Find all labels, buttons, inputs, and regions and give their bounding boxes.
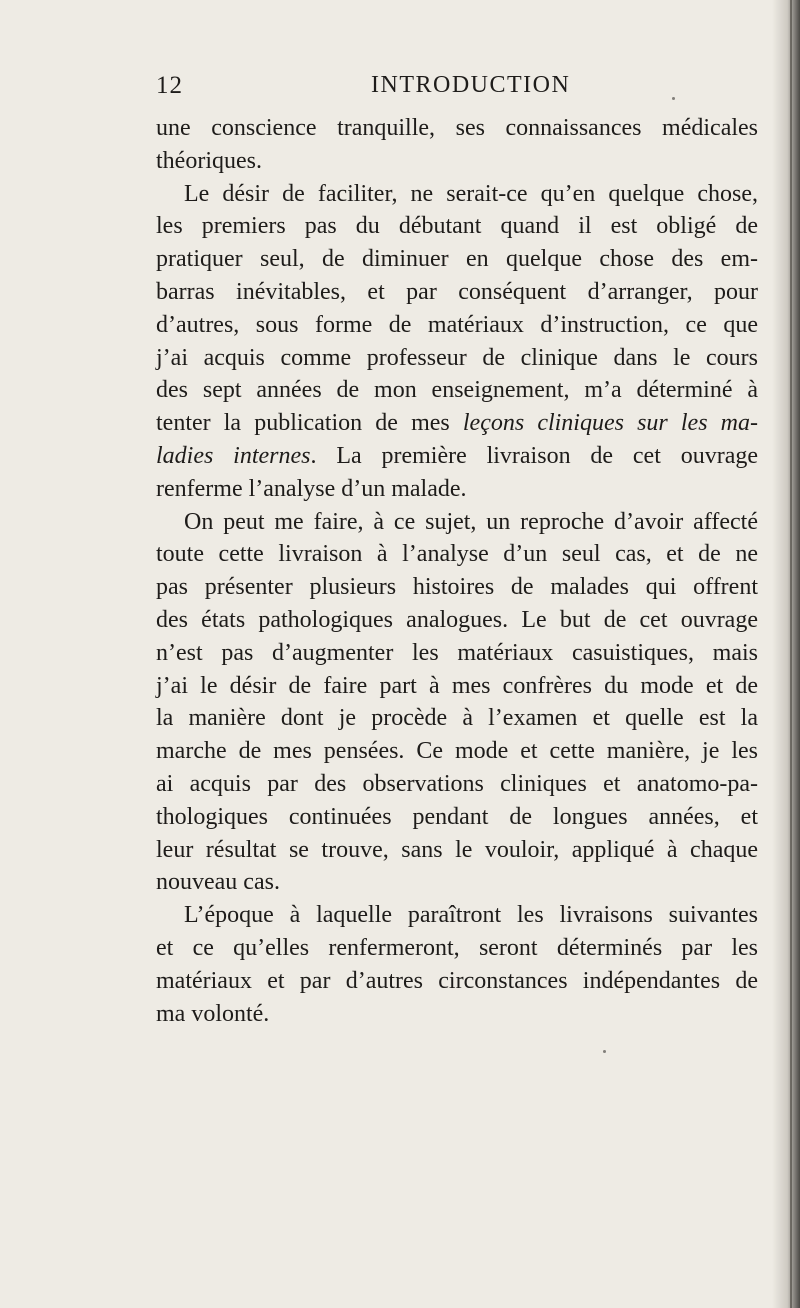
paragraph — [156, 506, 758, 900]
text-line: thologiques continuées pendant de longues années, et — [156, 803, 758, 830]
text-line: renferme l’analyse d’un malade. — [156, 475, 467, 502]
text-line: une conscience tranquille, ses connaissances médicales — [156, 115, 758, 141]
text-line: n’est pas d’augmenter les matériaux casuistiques, mais — [156, 639, 758, 666]
running-title: INTRODUCTION — [371, 72, 571, 98]
text-line: barras inévitables, et par conséquent d’arranger, pour — [156, 278, 758, 305]
page-gutter-shadow — [772, 0, 800, 1308]
paragraph — [156, 178, 758, 506]
page-header — [156, 72, 756, 108]
text-line: pratiquer seul, de diminuer en quelque chose des em- — [156, 246, 758, 273]
text-line: des sept années de mon enseignement, m’a déterminé à — [156, 377, 758, 404]
text-run: tenter la publication de mes — [156, 410, 463, 437]
text-line: j’ai le désir de faire part à mes confrères du mode et de — [156, 672, 758, 699]
book-title-italic: ladies internes — [156, 442, 311, 469]
text-line: leur résultat se trouve, sans le vouloir, appliqué à chaque — [156, 836, 758, 863]
paragraph — [156, 899, 758, 1030]
text-line: Le désir de faciliter, ne serait-ce qu’en quelque chose, — [184, 180, 758, 207]
text-line: toute cette livraison à l’analyse d’un seul cas, et de ne — [156, 541, 758, 568]
paper-speck — [603, 1050, 606, 1053]
paper-speck — [672, 97, 675, 100]
page-edge — [790, 0, 792, 1308]
text-line: nouveau cas. — [156, 869, 280, 896]
text-line: matériaux et par d’autres circonstances indépendantes de — [156, 967, 758, 994]
text-run: . La première livraison de cet ouvrage — [310, 442, 758, 469]
text-line: théoriques. — [156, 147, 262, 174]
text-line: des états pathologiques analogues. Le but de cet ouvrage — [156, 606, 758, 633]
text-line: et ce qu’elles renfermeront, seront déterminés par les — [156, 934, 758, 961]
text-line: d’autres, sous forme de matériaux d’instruction, ce que — [156, 311, 758, 338]
page-number: 12 — [156, 72, 183, 99]
text-line: les premiers pas du débutant quand il est obligé de — [156, 213, 758, 240]
paragraph — [156, 112, 758, 178]
text-line: ma volonté. — [156, 1000, 270, 1027]
text-line — [156, 440, 758, 473]
text-line: On peut me faire, à ce sujet, un reproche d’avoir affecté — [184, 508, 758, 535]
text-line: ai acquis par des observations cliniques et anatomo-pa- — [156, 770, 758, 797]
body-text — [156, 112, 758, 1030]
text-line: L’époque à laquelle paraîtront les livraisons suivantes — [184, 902, 758, 929]
text-line: marche de mes pensées. Ce mode et cette manière, je les — [156, 738, 758, 765]
text-line: la manière dont je procède à l’examen et quelle est la — [156, 705, 758, 732]
text-line — [156, 407, 758, 440]
text-line: j’ai acquis comme professeur de clinique dans le cours — [156, 344, 758, 371]
book-title-italic: leçons cliniques sur les ma- — [462, 410, 758, 437]
text-line: pas présenter plusieurs histoires de malades qui offrent — [156, 574, 758, 601]
